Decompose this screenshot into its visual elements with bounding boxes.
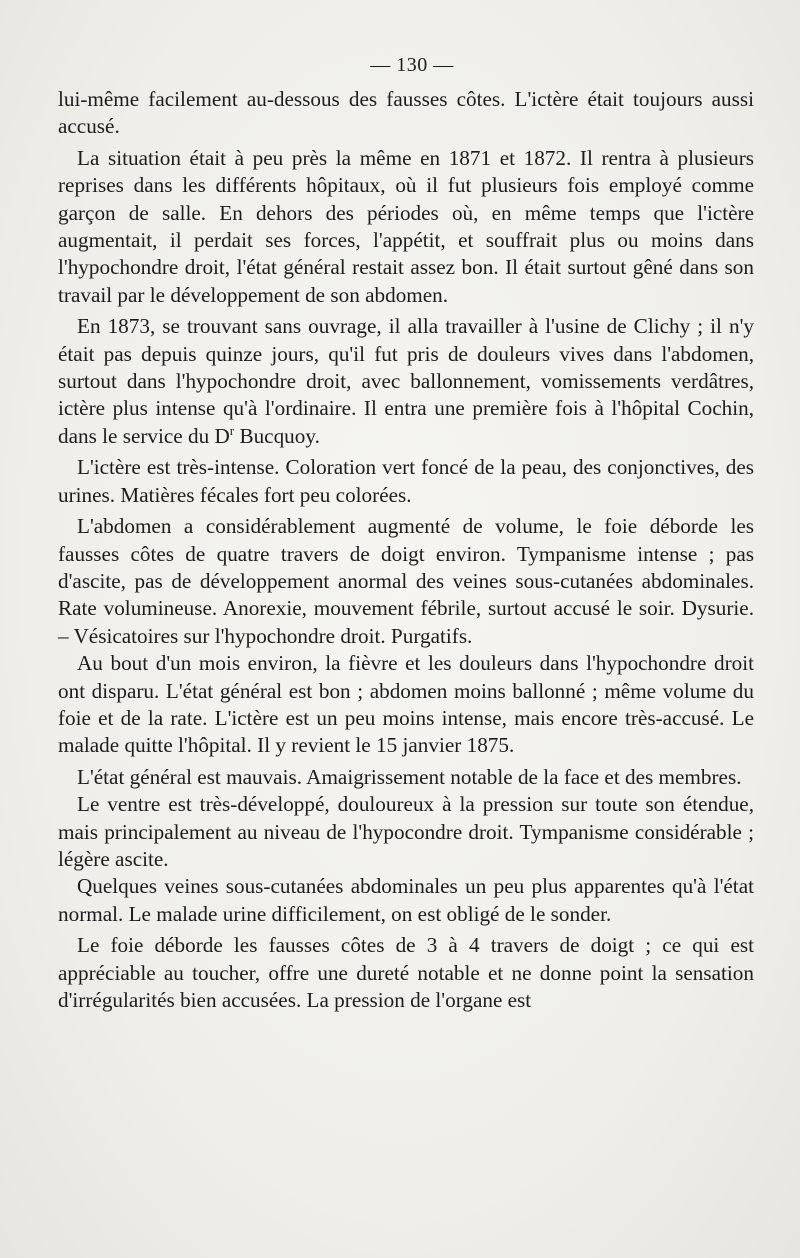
doctor-name: Bucquoy.	[234, 423, 320, 448]
paragraph-3-text: En 1873, se trouvant sans ouvrage, il alla travailler à l'usine de Clichy ; il n'y était pas depuis quinze jours, qu'il fut pris de douleurs vives dans l'abdomen, surtout dans l'hypochondre droit, avec ballonnement, vomissements verdâtres, ictère plus intense qu'à l'ordinaire. Il entra une première fois à l'hôpital Cochin, dans le service du D	[58, 314, 754, 448]
page-number: — 130 —	[370, 54, 454, 76]
paragraph-2: La situation était à peu près la même en 1871 et 1872. Il rentra à plusieurs reprises dans les différents hôpitaux, où il fut plusieurs fois employé comme garçon de salle. En dehors des périodes où, en même temps que l'ictère augmentait, il perdait ses forces, l'appétit, et souffrait plus ou moins dans l'hypochondre droit, l'état général restait assez bon. Il était surtout gêné dans son travail par le développement de son abdomen.	[58, 145, 754, 307]
paragraph-10: Le foie déborde les fausses côtes de 3 à 4 travers de doigt ; ce qui est appréciable au toucher, offre une dureté notable et ne donne point la sensation d'irrégularités bien accusées. La pression de l'organe est	[58, 933, 754, 1012]
paragraph-1: lui-même facilement au-dessous des fausses côtes. L'ictère était toujours aussi accusé.	[58, 87, 754, 139]
doctor-abbreviation-superscript: r	[229, 422, 235, 438]
paragraph-9: Quelques veines sous-cutanées abdominales un peu plus apparentes qu'à l'état normal. Le malade urine difficilement, on est obligé de le sonder.	[58, 874, 754, 926]
paragraph-8: Le ventre est très-développé, douloureux à la pression sur toute son étendue, mais principalement au niveau de l'hypocondre droit. Tympanisme considérable ; légère ascite.	[58, 792, 754, 871]
paragraph-6: Au bout d'un mois environ, la fièvre et les douleurs dans l'hypochondre droit ont disparu. L'état général est bon ; abdomen moins ballonné ; même volume du foie et de la rate. L'ictère est un peu moins intense, mais encore très-accusé. Le malade quitte l'hôpital. Il y revient le 15 janvier 1875.	[58, 651, 754, 758]
paragraph-7: L'état général est mauvais. Amaigrissement notable de la face et des membres.	[77, 764, 742, 789]
paragraph-5: L'abdomen a considérablement augmenté de volume, le foie déborde les fausses côtes de quatre travers de doigt environ. Tympanisme intense ; pas d'ascite, pas de développement anormal des veines sous-cutanées abdominales. Rate volumineuse. Anorexie, mouvement fébrile, surtout accusé le soir. Dysurie. – Vésicatoires sur l'hypochondre droit. Purgatifs.	[58, 514, 754, 648]
paragraph-4: L'ictère est très-intense. Coloration vert foncé de la peau, des conjonctives, des urines. Matières fécales fort peu colorées.	[58, 455, 754, 507]
paragraph-3	[58, 313, 754, 450]
